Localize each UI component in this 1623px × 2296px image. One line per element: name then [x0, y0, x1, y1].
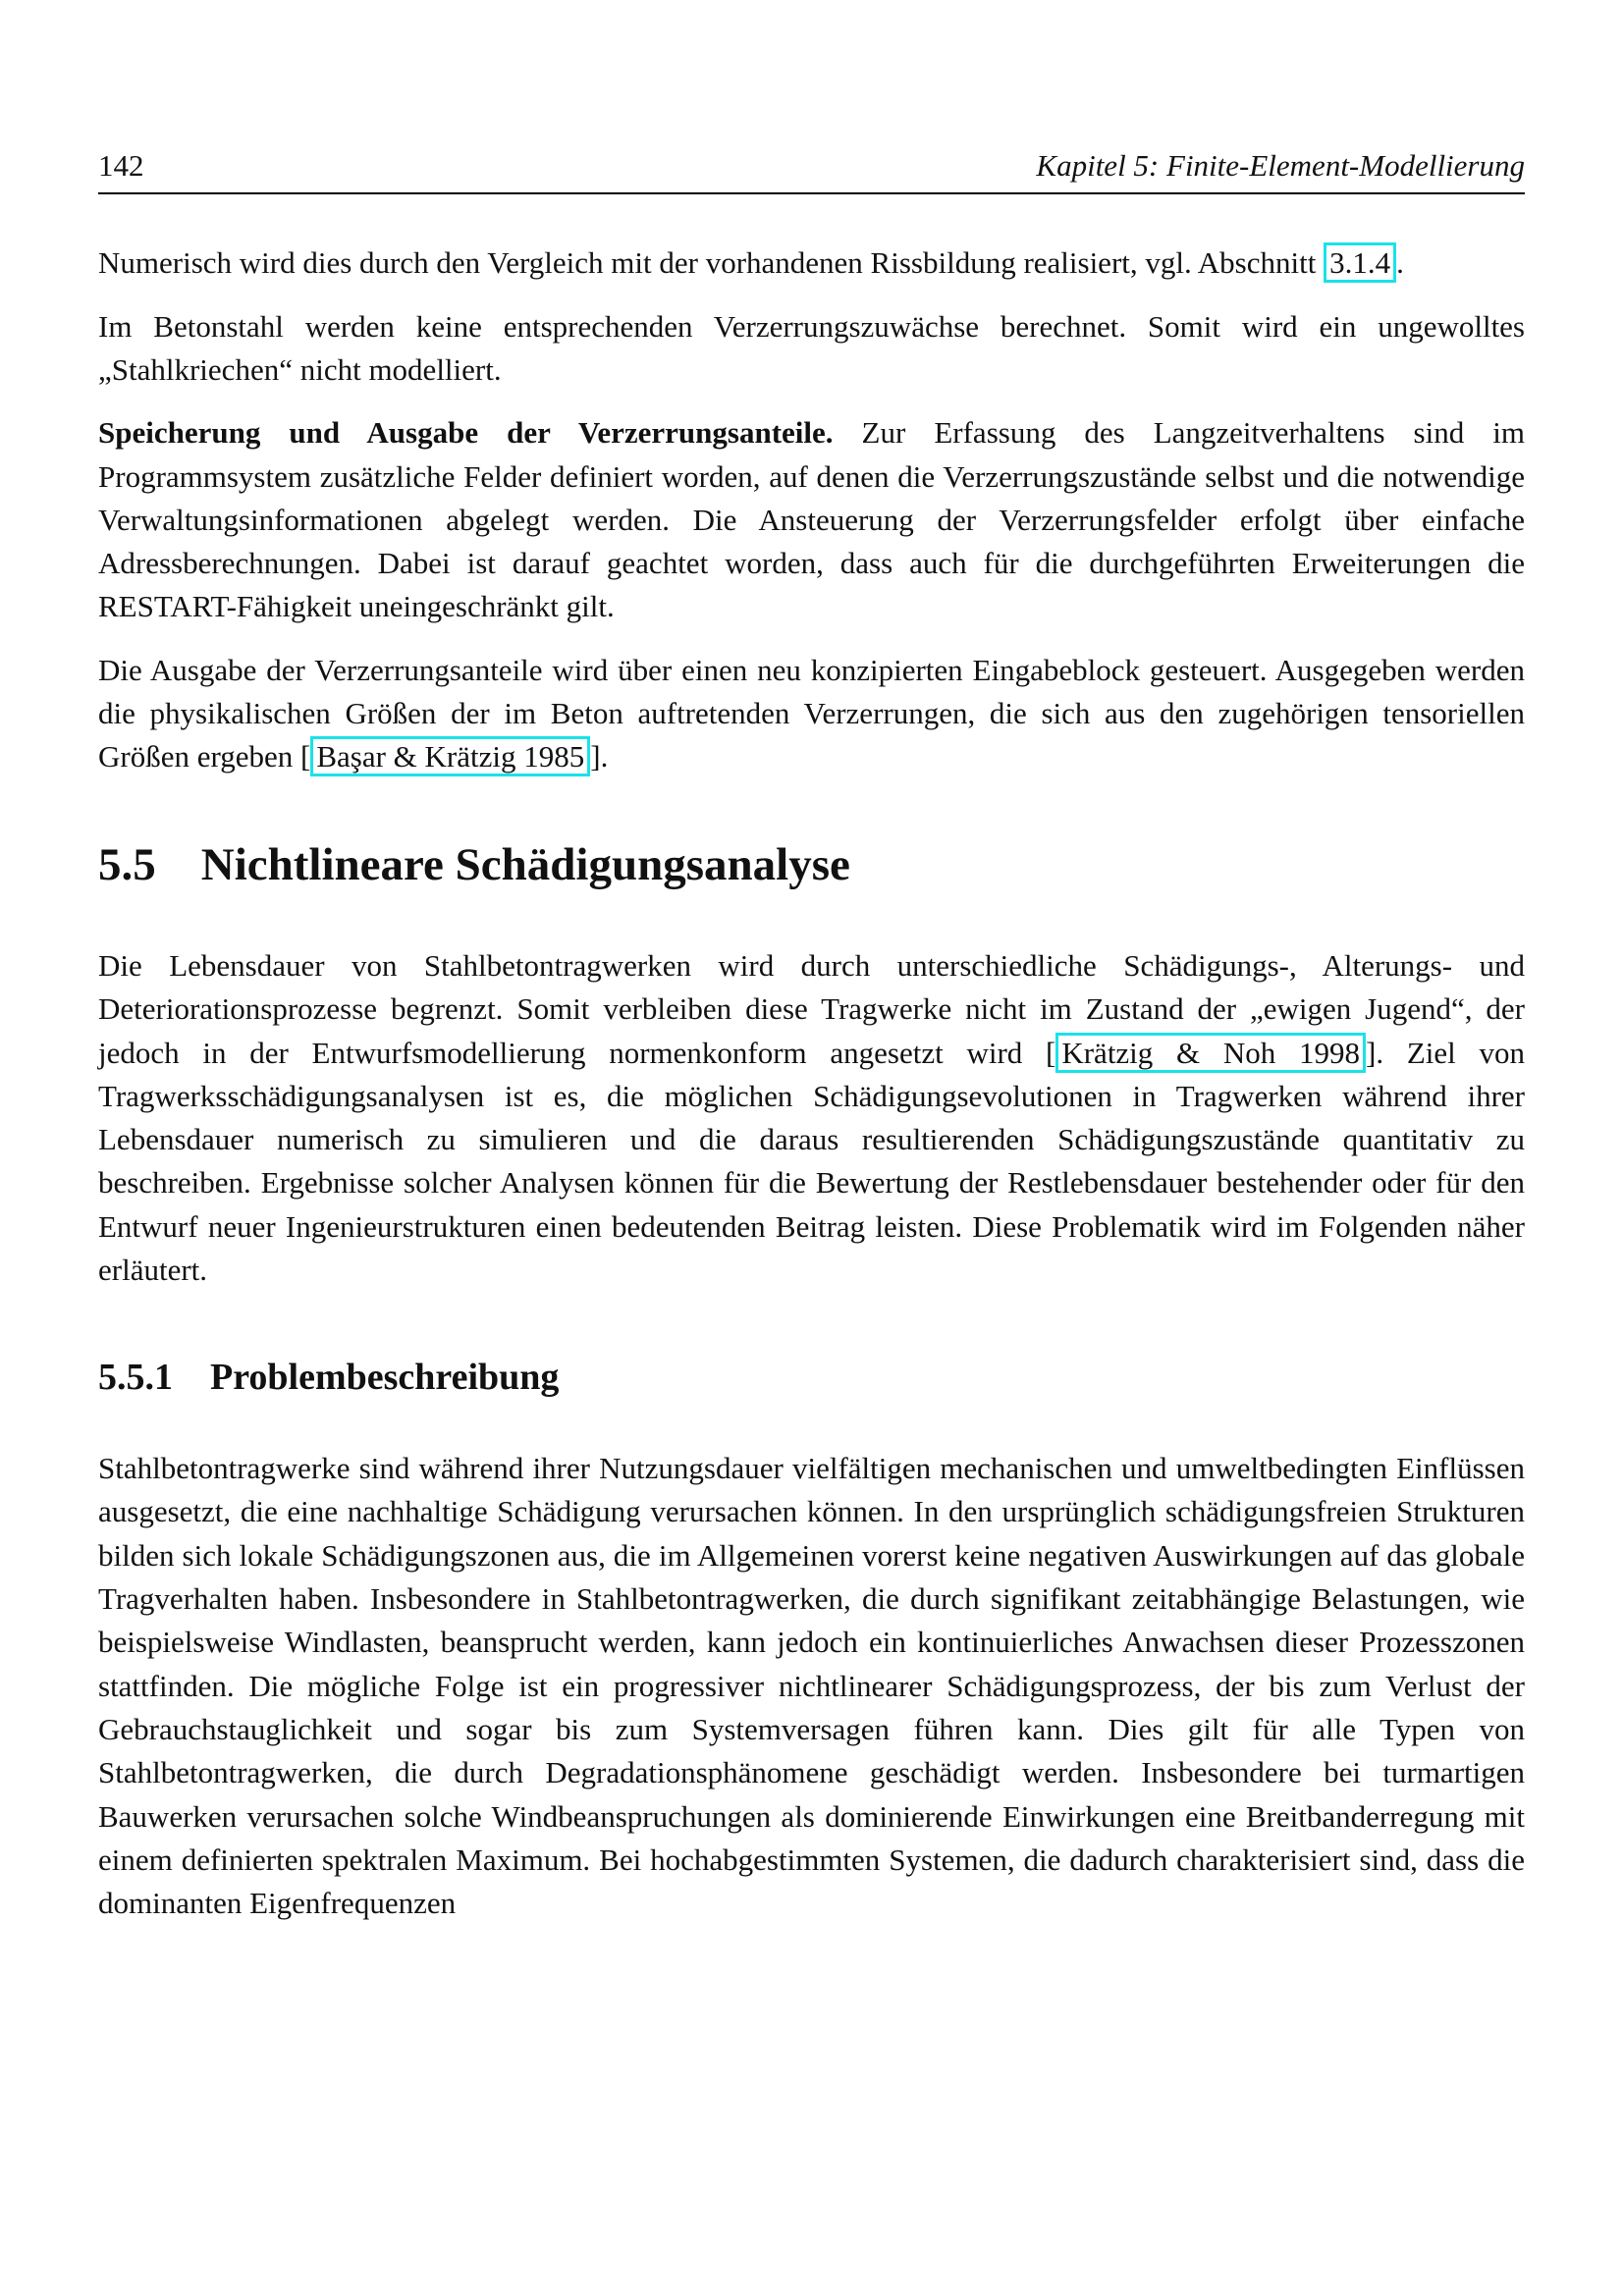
- paragraph-ausgabe: [98, 649, 1525, 779]
- text-run: ].: [590, 739, 609, 774]
- subsection-title: Problembeschreibung: [210, 1357, 560, 1399]
- citation-link[interactable]: Krätzig & Noh 1998: [1055, 1033, 1366, 1073]
- section-heading: [98, 838, 1525, 891]
- text-run: .: [1396, 245, 1404, 281]
- paragraph-numerisch: [98, 241, 1525, 285]
- text-run: Numerisch wird dies durch den Vergleich mit der vorhandenen Rissbildung realisiert, vgl. Abschnitt: [98, 245, 1325, 281]
- page-number: 142: [98, 148, 144, 183]
- paragraph-problembeschreibung: [98, 1447, 1525, 1926]
- subsection-number: 5.5.1: [98, 1357, 173, 1399]
- text-run: ]. Ziel von Tragwerksschädigungsanalysen ist es, die möglichen Schädigungsevolutionen in Tragwerken während ihrer Lebensdauer numerisch zu simulieren und die daraus resultierenden Schädigungszustände quantitativ zu beschreiben. Ergebnisse solcher Analysen können für die Bewertung der Restlebensdauer bestehender oder für den Entwurf neuer Ingenieurstrukturen einen bedeutenden Beitrag leisten. Diese Problematik wird im Folgenden näher erläutert.: [98, 1035, 1525, 1288]
- paragraph-betonstahl: [98, 305, 1525, 393]
- citation-link[interactable]: 3.1.4: [1324, 242, 1396, 283]
- text-run: Die Lebensdauer von Stahlbetontragwerken wird durch unterschiedliche Schädigungs-, Alterungs- und Deteriorationsprozesse begrenzt. Somit verbleiben diese Tragwerke nicht im Zustand der „ewigen Jugend“, der jedoch in der Entwurfsmodellierung normenkonform angesetzt wird [: [98, 947, 1525, 1070]
- page-content: [98, 194, 1525, 1926]
- run-in-heading: Speicherung und Ausgabe der Verzerrungsanteile.: [98, 415, 834, 451]
- citation-link[interactable]: Başar & Krätzig 1985: [310, 736, 590, 776]
- text-run: Stahlbetontragwerke sind während ihrer Nutzungsdauer vielfältigen mechanischen und umweltbedingten Einflüssen ausgesetzt, die eine nachhaltige Schädigung verursachen können. In den ursprünglich schädigungsfreien Strukturen bilden sich lokale Schädigungszonen aus, die im Allgemeinen vorerst keine negativen Auswirkungen auf das globale Tragverhalten haben. Insbesondere in Stahlbetontragwerken, die durch signifikant zeitabhängige Belastungen, wie beispielsweise Windlasten, beansprucht werden, kann jedoch ein kontinuierliches Anwachsen dieser Prozesszonen stattfinden. Die mögliche Folge ist ein progressiver nichtlinearer Schädigungsprozess, der bis zum Verlust der Gebrauchstauglichkeit und sogar bis zum Systemversagen führen kann. Dies gilt für alle Typen von Stahlbetontragwerken, die durch Degradationsphänomene geschädigt werden. Insbesondere bei turmartigen Bauwerken verursachen solche Windbeanspruchungen als dominierende Einwirkungen eine Breitbanderregung mit einem definierten spektralen Maximum. Bei hochabgestimmten Systemen, die dadurch charakterisiert sind, dass die dominanten Eigenfrequenzen: [98, 1451, 1525, 1921]
- running-title: Kapitel 5: Finite-Element-Modellierung: [1036, 148, 1525, 183]
- paragraph-speicherung: [98, 411, 1525, 629]
- text-run: Zur Erfassung des Langzeitverhaltens sind im Programmsystem zusätzliche Felder definiert worden, auf denen die Verzerrungszustände selbst und die notwendige Verwaltungsinformationen abgelegt werden. Die Ansteuerung der Verzerrungsfelder erfolgt über einfache Adressberechnungen. Dabei ist darauf geachtet worden, dass auch für die durchgeführten Erweiterungen die RESTART-Fähigkeit uneingeschränkt gilt.: [98, 415, 1525, 624]
- page-header: [98, 147, 1525, 184]
- subsection-heading: [98, 1357, 1525, 1400]
- text-run: Im Betonstahl werden keine entsprechenden Verzerrungszuwächse berechnet. Somit wird ein ungewolltes „Stahlkriechen“ nicht modelliert.: [98, 308, 1525, 387]
- section-title: Nichtlineare Schädigungsanalyse: [200, 838, 850, 890]
- section-number: 5.5: [98, 838, 156, 890]
- paragraph-lebensdauer: [98, 944, 1525, 1293]
- text-run: Die Ausgabe der Verzerrungsanteile wird über einen neu konzipierten Eingabeblock gesteuert. Ausgegeben werden die physikalischen Größen der im Beton auftretenden Verzerrungen, die sich aus den zugehörigen tensoriellen Größen ergeben [: [98, 652, 1525, 774]
